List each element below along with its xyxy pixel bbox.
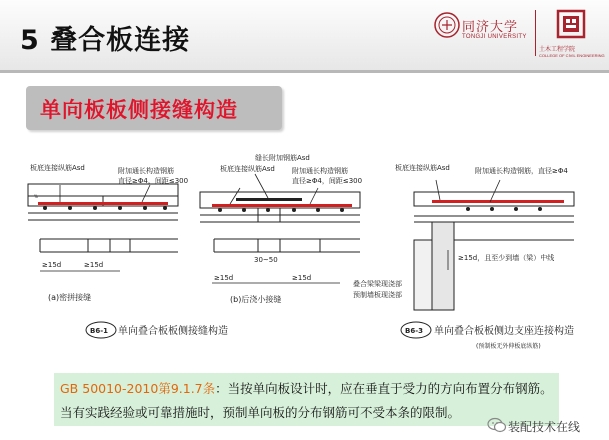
figure-a-dim-2: ≥15d <box>84 261 104 269</box>
figure-a-dim-1: ≥15d <box>42 261 62 269</box>
figure-b-drawing <box>200 174 363 252</box>
figure-left-caption-code: B6-1 <box>90 327 108 335</box>
watermark-text: 装配技术在线 <box>508 420 581 434</box>
figure-left-caption: 单向叠合板板侧接缝构造 <box>118 326 228 337</box>
figure-b-callout-3: 附加通长构造钢筋 <box>292 167 348 175</box>
figure-right-callout-2: 附加通长构造钢筋，直径≥Φ4 <box>475 167 568 175</box>
header-divider <box>0 70 609 73</box>
figure-b-callout-4: 直径≥Φ4，间距≤300 <box>292 177 363 185</box>
tongji-logo-text: 同济大学 <box>462 20 519 35</box>
figure-right-caption: 单向叠合板板侧边支座连接构造 <box>434 326 574 337</box>
figure-b-dim-gap: 30~50 <box>254 256 278 264</box>
figure-right-callout-4: 叠合梁梁现浇部 <box>353 280 402 288</box>
figure-right-caption-code: B6-3 <box>405 327 423 335</box>
subtitle: 单向板板侧接缝构造 <box>40 98 238 122</box>
figure-right-callout-5: 预制墙板现浇部 <box>353 291 402 299</box>
joint-detail-drawing <box>0 140 609 370</box>
page-title: 5 叠合板连接 <box>20 25 191 56</box>
code-note-box <box>54 373 559 426</box>
figure-b-callout-1: 板底连接纵筋Asd <box>220 165 275 173</box>
figure-a-callout-2: 附加通长构造钢筋 <box>118 167 174 175</box>
figure-b-dim-2: ≥15d <box>292 274 312 282</box>
figure-right-callout-3: ≥15d，且至少到墙（梁）中线 <box>458 254 555 262</box>
code-note-line-2: 当有实践经验或可靠措施时，预制单向板的分布钢筋可不受本条的限制。 <box>60 405 461 420</box>
wechat-icon <box>487 417 507 433</box>
figure-right-caption-note: (预制板无外伸板底纵筋) <box>476 343 541 350</box>
college-logo-subtext: COLLEGE OF CIVIL ENGINEERING <box>539 53 605 58</box>
figure-a-label: (a)密拼接缝 <box>48 293 92 302</box>
figure-b-dim-1: ≥15d <box>214 274 234 282</box>
figure-right-drawing <box>414 180 574 310</box>
college-logo-text: 土木工程学院 <box>539 46 576 53</box>
code-note-line-1-text: ：当按单向板设计时，应在垂直于受力的方向布置分布钢筋。 <box>215 381 553 396</box>
code-reference: GB 50010-2010第9.1.7条 <box>60 381 216 396</box>
tongji-logo-subtext: TONGJI UNIVERSITY <box>462 34 527 40</box>
tongji-emblem-icon <box>434 12 460 38</box>
svg-text:%: % <box>34 194 38 199</box>
figure-a-callout-3: 直径≥Φ4，间距≤300 <box>118 177 189 185</box>
figure-right-callout-1: 板底连接纵筋Asd <box>395 164 450 172</box>
code-note-line-1 <box>60 379 553 397</box>
figure-a-drawing <box>28 184 178 252</box>
figure-b-label: (b)后浇小接缝 <box>230 295 282 304</box>
logo-divider <box>535 10 536 56</box>
subtitle-banner <box>26 86 282 130</box>
figure-a-callout-1: 板底连接纵筋Asd <box>30 164 85 172</box>
figure-b-callout-2: 缝长附加钢筋Asd <box>255 154 310 162</box>
